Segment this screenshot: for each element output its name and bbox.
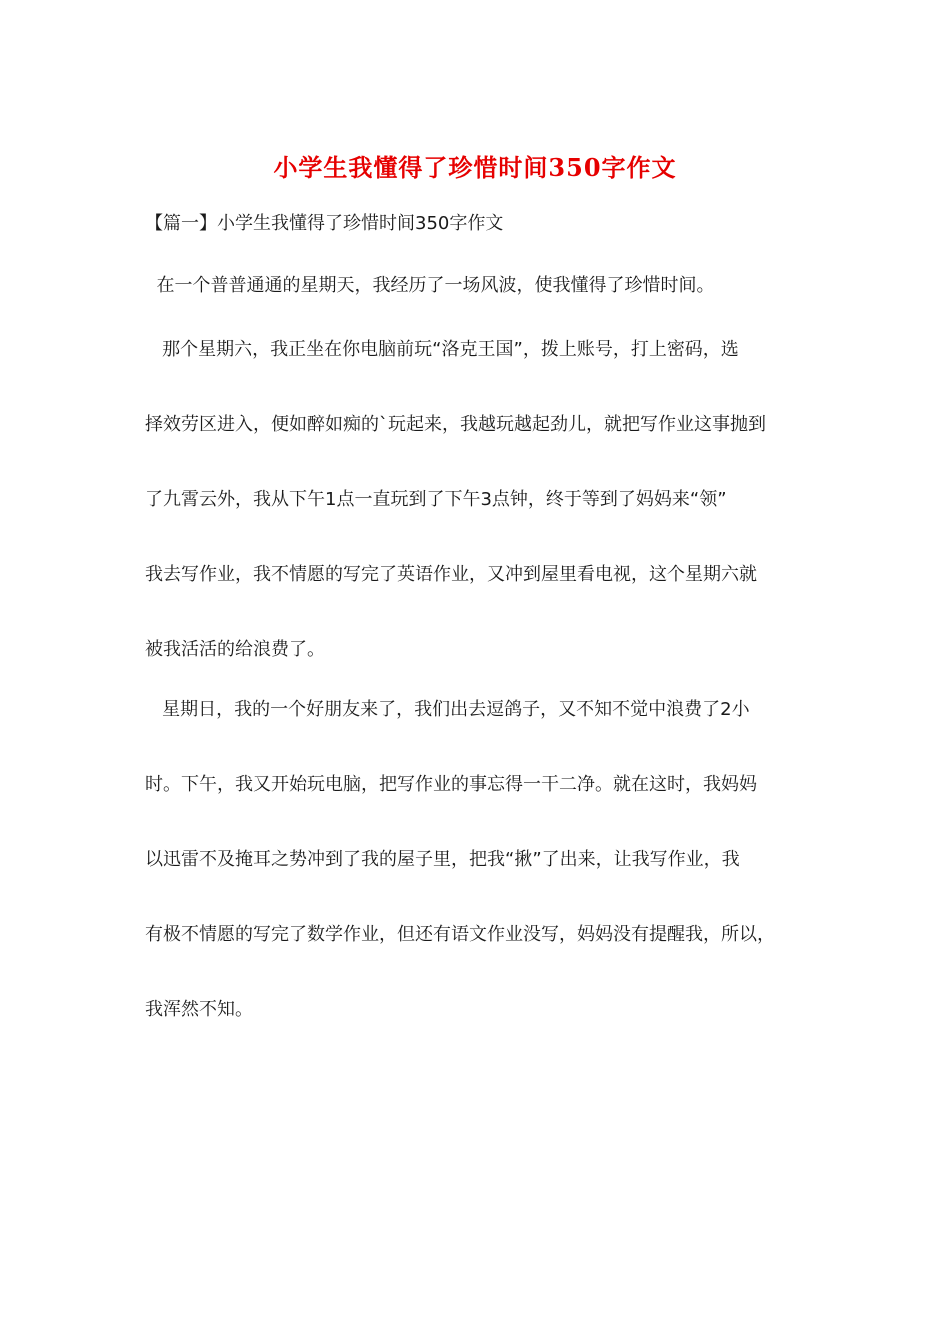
paragraph-line: 时。下午，我又开始玩电脑，把写作业的事忘得一干二净。就在这时，我妈妈 (145, 774, 757, 795)
paragraph-2 (145, 336, 810, 711)
paragraph-line: 星期日，我的一个好朋友来了，我们出去逗鸽子，又不知不觉中浪费了2小 (145, 699, 750, 720)
paragraph-line: 了九霄云外，我从下午1点一直玩到了下午3点钟，终于等到了妈妈来“领” (145, 489, 727, 510)
paragraph-line: 被我活活的给浪费了。 (145, 639, 325, 660)
paragraph-line: 我浑然不知。 (145, 999, 253, 1020)
paragraph-line: 择效劳区进入，便如醉如痴的`玩起来，我越玩越起劲儿，就把写作业这事抛到 (145, 414, 766, 435)
paragraph-3 (145, 696, 810, 1071)
paragraph-line: 我去写作业，我不情愿的写完了英语作业，又冲到屋里看电视，这个星期六就 (145, 564, 757, 585)
document-title: 小学生我懂得了珍惜时间350字作文 (273, 153, 677, 182)
section-heading: 【篇一】小学生我懂得了珍惜时间350字作文 (145, 213, 504, 234)
paragraph-line: 以迅雷不及掩耳之势冲到了我的屋子里，把我“揪”了出来，让我写作业，我 (145, 849, 740, 870)
paragraph-line: 在一个普普通通的星期天，我经历了一场风波，使我懂得了珍惜时间。 (145, 275, 715, 296)
paragraph-line: 那个星期六，我正坐在你电脑前玩“洛克王国”，拨上账号，打上密码，选 (145, 339, 739, 360)
paragraph-line: 有极不情愿的写完了数学作业，但还有语文作业没写，妈妈没有提醒我，所以， (145, 924, 775, 945)
